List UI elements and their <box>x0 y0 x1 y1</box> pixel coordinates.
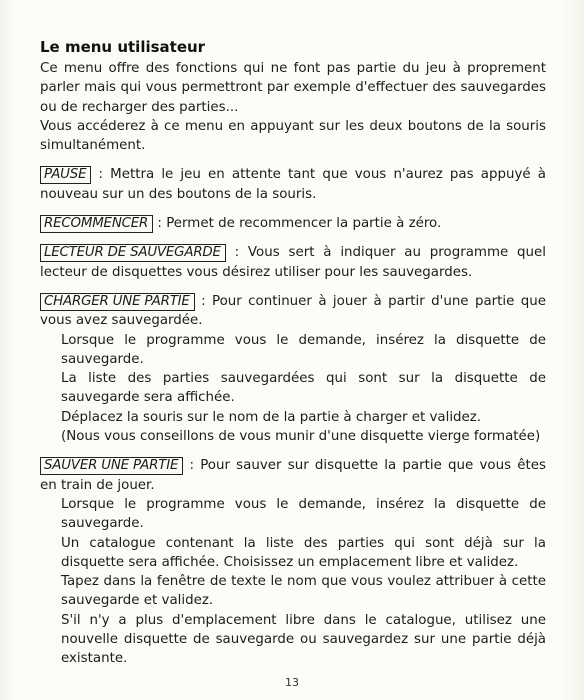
intro-paragraph-2: Vous accéderez à ce menu en appuyant sur les deux boutons de la souris simultanément. <box>40 118 546 154</box>
entry-sauver-details <box>40 495 546 669</box>
entry-charger-detail-4: (Nous vous conseillons de vous munir d'une disquette vierge formatée) <box>61 429 541 445</box>
entry-sauver-text: : Pour sauver sur disquette la partie que vous êtes en train de jouer. <box>40 458 546 493</box>
menu-label-sauver: SAUVER UNE PARTIE <box>40 457 183 475</box>
entry-sauver-detail-3: Tapez dans la fenêtre de texte le nom que vous voulez attribuer à cette sauvegarde et validez. <box>61 574 546 609</box>
intro <box>40 59 546 155</box>
entry-charger-text: : Pour continuer à jouer à partir d'une partie que vous avez sauvegardée. <box>40 293 546 329</box>
entry-recommencer-text: : Permet de recommencer la partie à zéro. <box>157 216 442 232</box>
menu-label-pause: PAUSE <box>40 166 91 184</box>
entry-sauver-detail-2: Un catalogue contenant la liste des parties qui sont déjà sur la disquette sera affichée. Choisissez un emplacement libre et validez. <box>61 535 546 570</box>
menu-label-charger: CHARGER UNE PARTIE <box>40 293 195 311</box>
entry-sauver-detail-4: S'il n'y a plus d'emplacement libre dans le catalogue, utilisez une nouvelle disquette de sauvegarde ou sauvegardez sur une partie déjà existante. <box>61 612 546 667</box>
entry-charger-detail-1: Lorsque le programme vous le demande, insérez la disquette de sauvegarde. <box>61 332 546 367</box>
section-title: Le menu utilisateur <box>40 38 206 56</box>
menu-entry-recommencer <box>40 214 546 233</box>
entry-lecteur-line <box>40 243 546 282</box>
entry-pause-line <box>40 165 546 204</box>
entry-charger-line <box>40 292 546 331</box>
entry-charger-details <box>40 331 546 447</box>
menu-label-lecteur: LECTEUR DE SAUVEGARDE <box>40 244 226 262</box>
menu-entry-sauver <box>40 456 546 668</box>
entry-pause-text: : Mettra le jeu en attente tant que vous n'aurez pas appuyé à nouveau sur un des boutons de la souris. <box>40 167 546 202</box>
entry-lecteur-text: : Vous sert à indiquer au programme quel lecteur de disquettes vous désirez utiliser pour les sauvegardes. <box>40 245 546 280</box>
entry-charger-detail-3: Déplacez la souris sur le nom de la partie à charger et validez. <box>61 409 482 425</box>
menu-entry-lecteur <box>40 243 546 282</box>
intro-paragraph-1: Ce menu offre des fonctions qui ne font pas partie du jeu à proprement parler mais qui vous permettront par exemple d'effectuer des sauvegardes ou de recharger des parties... <box>40 61 546 115</box>
menu-entry-charger <box>40 292 546 446</box>
entry-sauver-line <box>40 456 546 495</box>
menu-label-recommencer: RECOMMENCER <box>40 215 153 233</box>
page-number: 13 <box>285 676 299 689</box>
entry-sauver-detail-1: Lorsque le programme vous le demande, insérez la disquette de sauvegarde. <box>61 496 546 532</box>
entry-recommencer-line <box>40 214 546 233</box>
page-content <box>40 38 546 669</box>
entry-charger-detail-2: La liste des parties sauvegardées qui sont sur la disquette de sauvegarde sera affichée. <box>61 371 546 406</box>
menu-entry-pause <box>40 165 546 204</box>
